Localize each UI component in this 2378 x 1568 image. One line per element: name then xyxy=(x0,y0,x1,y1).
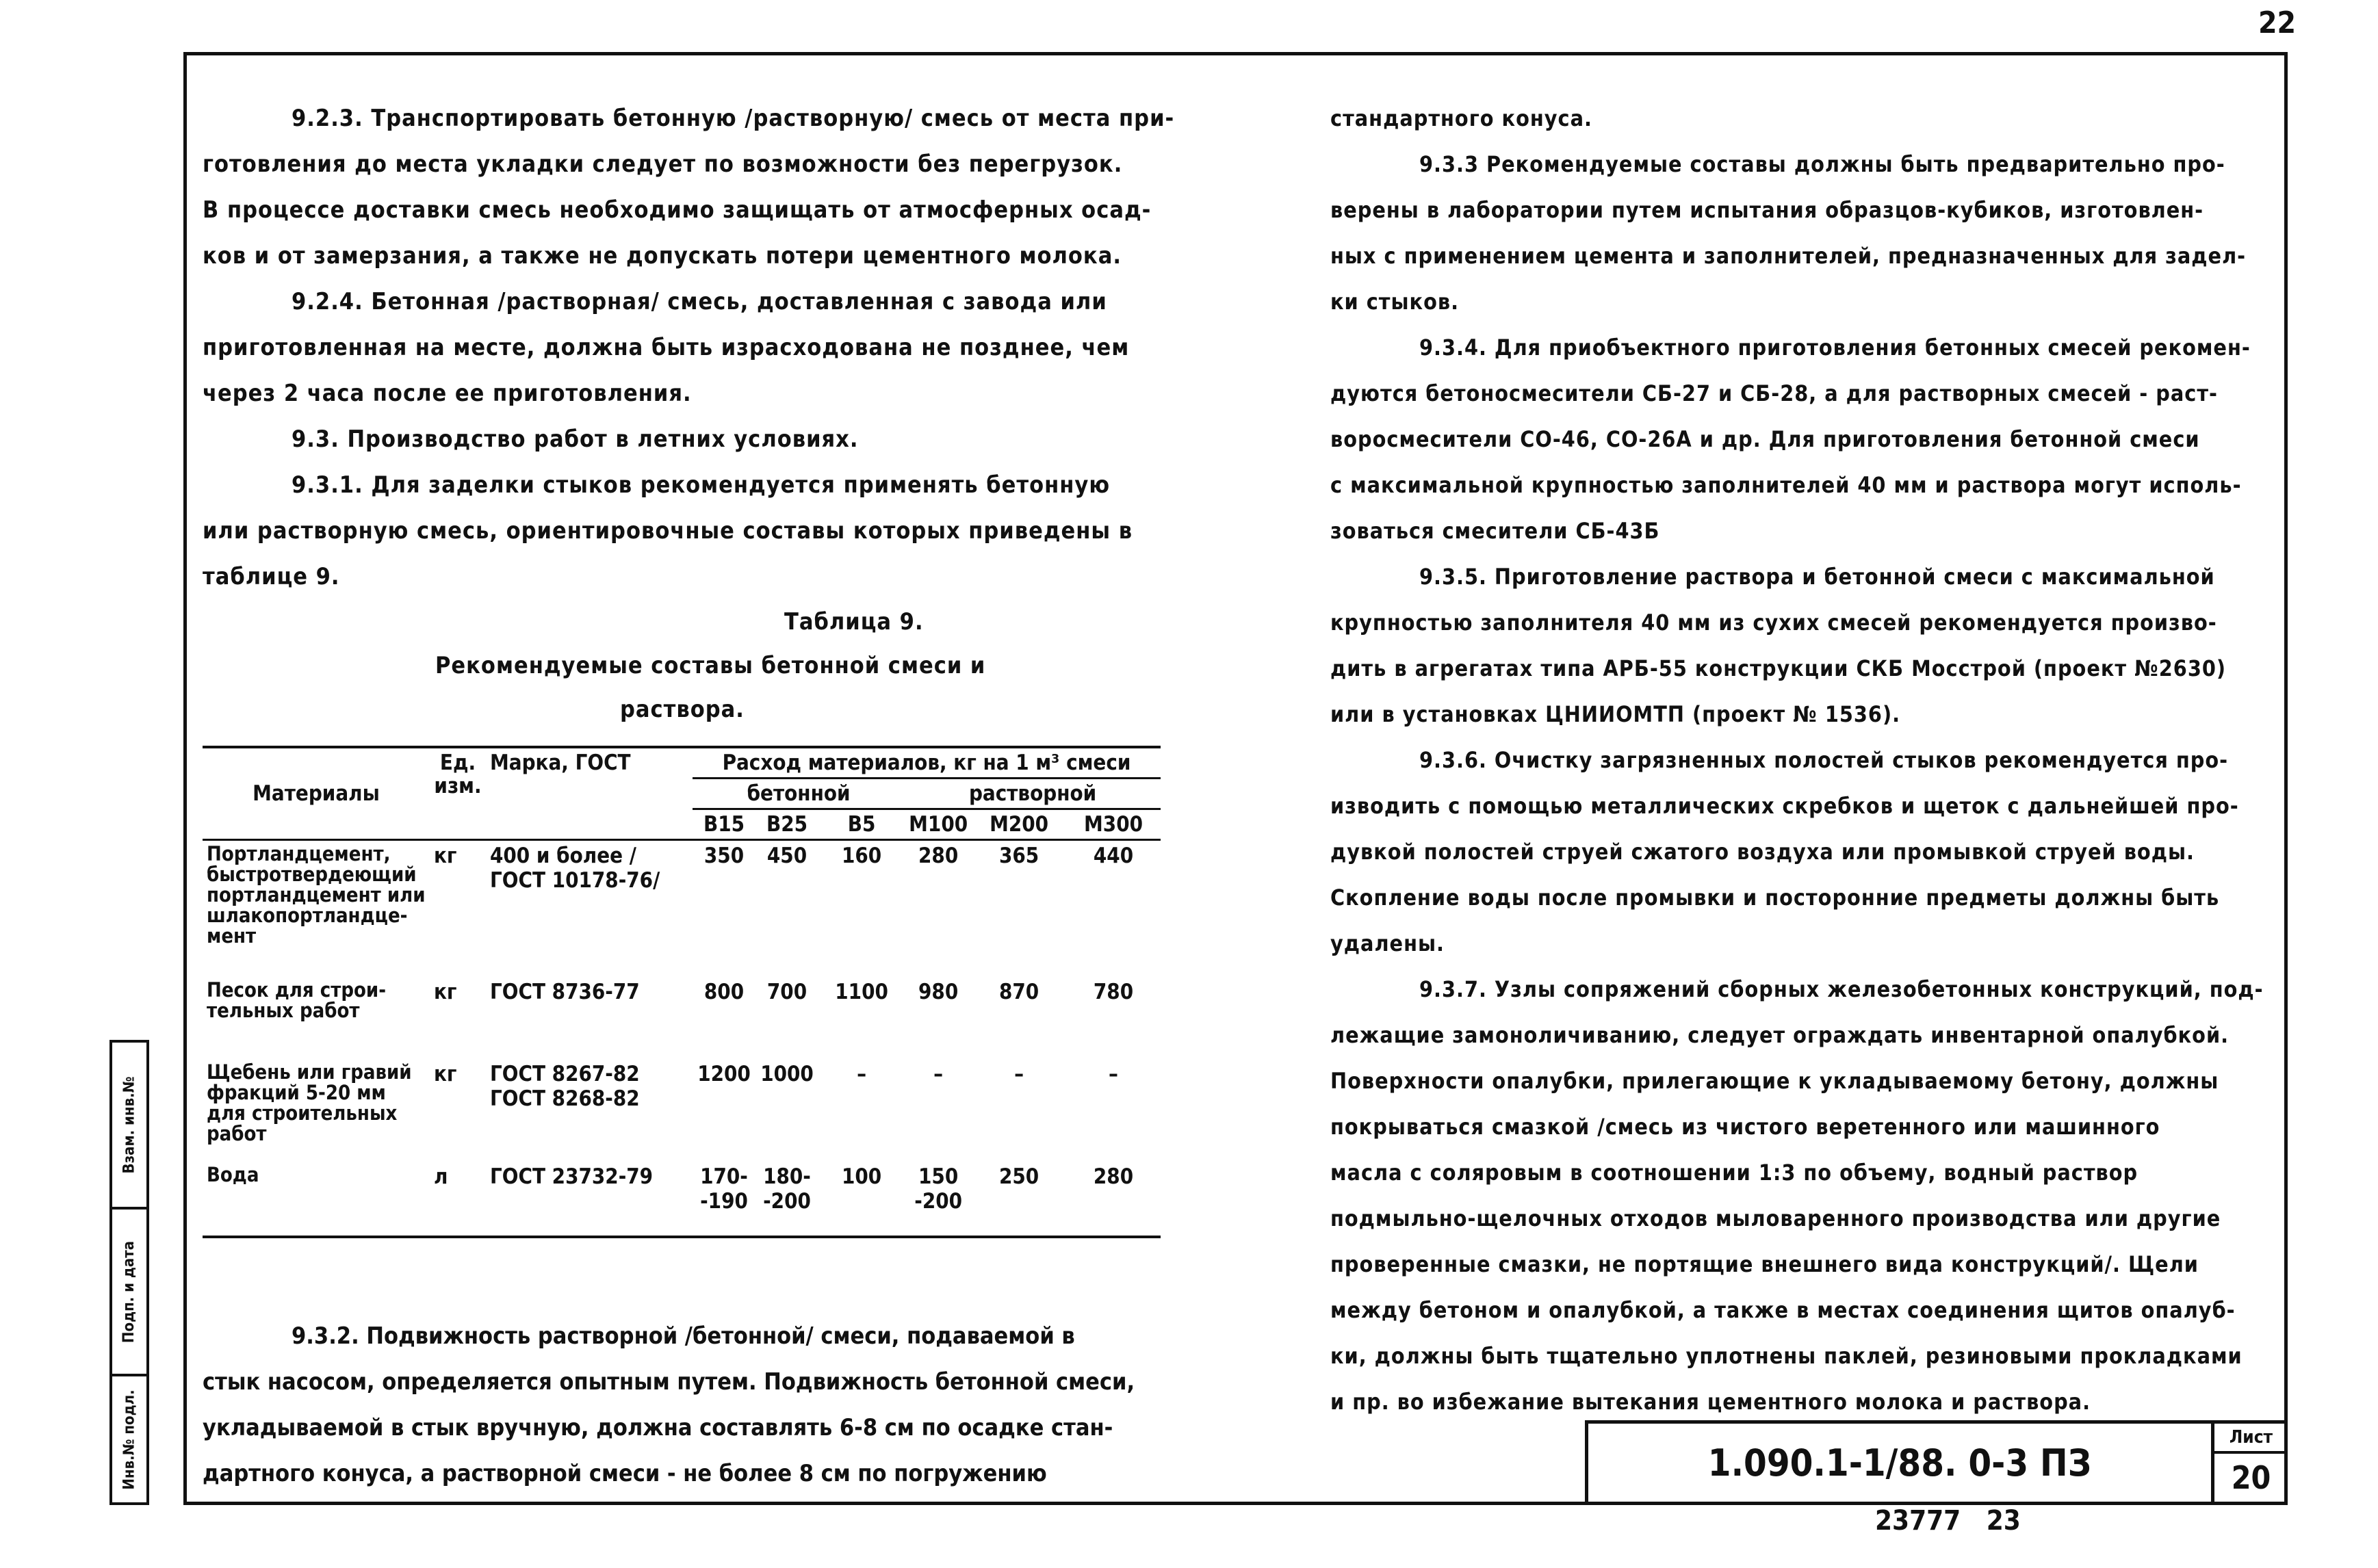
stamp-cell-signature: Подп. и дата xyxy=(112,1210,146,1376)
text-line: и пр. во избежание вытекания цементного молока и раствора. xyxy=(1330,1389,2091,1415)
para-9-2-3: 9.2.3. Транспортировать бетонную /растворную/ смесь от места при- xyxy=(292,105,1175,132)
value-cell: 150 -200 xyxy=(914,1164,963,1214)
stamp-cell-inventory: Инв.№ подл. xyxy=(120,1389,138,1490)
table-title-cont: раствора. xyxy=(620,696,745,723)
para-9-3-2: 9.3.2. Подвижность растворной /бетонной/ смеси, подаваемой в xyxy=(292,1322,1075,1350)
value-cell: 350 xyxy=(703,844,745,868)
section-9-3-heading: 9.3. Производство работ в летних условиях. xyxy=(292,426,859,453)
sheet-label: Лист xyxy=(2214,1424,2288,1454)
text-line: изводить с помощью металлических скребков и щеток с дальнейшей про- xyxy=(1330,793,2239,819)
value-cell: – xyxy=(857,1061,867,1086)
text-line: крупностью заполнителя 40 мм из сухих смесей рекомендуется произво- xyxy=(1330,610,2217,636)
material-cell: Песок для строи- тельных работ xyxy=(207,978,387,1022)
corner-page-mark: 22 xyxy=(2258,5,2297,40)
gost-cell: ГОСТ 8267-82 ГОСТ 8268-82 xyxy=(490,1061,640,1111)
title-block xyxy=(1585,1420,2288,1505)
text-line: воросмесители СО-46, СО-26А и др. Для приготовления бетонной смеси xyxy=(1330,426,2200,452)
para-9-3-5: 9.3.5. Приготовление раствора и бетонной смеси с максимальной xyxy=(1419,564,2215,590)
para-9-3-4: 9.3.4. Для приобъектного приготовления бетонных смесей рекомен- xyxy=(1419,335,2251,361)
col-header-materials: Материалы xyxy=(253,781,380,806)
value-cell: 450 xyxy=(766,844,807,868)
text-line: Поверхности опалубки, прилегающие к укладываемому бетону, должны xyxy=(1330,1068,2219,1094)
value-cell: 280 xyxy=(918,844,959,868)
left-column xyxy=(203,96,1174,731)
value-cell: 700 xyxy=(766,979,807,1004)
text-line: проверенные смазки, не портящие внешнего вида конструкций/. Щели xyxy=(1330,1251,2199,1277)
value-cell: – xyxy=(1109,1061,1118,1086)
gost-cell: ГОСТ 8736-77 xyxy=(490,979,640,1004)
table-row xyxy=(203,977,1161,1059)
col-header-mortar: растворной xyxy=(905,779,1161,809)
table-9 xyxy=(203,746,1161,1238)
table-row xyxy=(203,840,1161,977)
text-line: таблице 9. xyxy=(203,563,340,590)
side-stamp xyxy=(109,1040,149,1505)
document-code: 1.090.1-1/88. 0-3 ПЗ xyxy=(1588,1424,2214,1502)
table-label: Таблица 9. xyxy=(784,608,924,636)
text-line: Скопление воды после промывки и посторонние предметы должны быть xyxy=(1330,885,2220,911)
text-line: ных с применением цемента и заполнителей, предназначенных для задел- xyxy=(1330,243,2247,269)
grade-cell: М100 xyxy=(909,812,968,837)
para-9-3-1: 9.3.1. Для заделки стыков рекомендуется применять бетонную xyxy=(292,471,1111,499)
para-9-2-4: 9.2.4. Бетонная /растворная/ смесь, доставленная с завода или xyxy=(292,288,1107,315)
text-line: готовления до места укладки следует по возможности без перегрузок. xyxy=(203,151,1123,178)
material-cell: Вода xyxy=(207,1162,259,1186)
stamp-cell-replacement: Взам. инв.№ xyxy=(112,1043,146,1210)
value-cell: 1000 xyxy=(760,1061,814,1086)
text-line: дуются бетоносмесители СБ-27 и СБ-28, а для растворных смесей - раст- xyxy=(1330,380,2218,406)
col-header-concrete: бетонной xyxy=(693,779,905,809)
material-cell: Щебень или гравий фракций 5-20 мм для строительных работ xyxy=(207,1060,412,1145)
text-line: между бетоном и опалубкой, а также в местах соединения щитов опалуб- xyxy=(1330,1297,2236,1323)
grade-cell: М200 xyxy=(990,812,1049,837)
right-column xyxy=(1330,96,2268,1425)
text-line: подмыльно-щелочных отходов мыловаренного производства или другие xyxy=(1330,1205,2221,1231)
value-cell: 1200 xyxy=(697,1061,751,1086)
text-line: стандартного конуса. xyxy=(1330,105,1592,131)
value-cell: 870 xyxy=(998,979,1039,1004)
gost-cell: ГОСТ 23732-79 xyxy=(490,1164,654,1189)
value-cell: 170- -190 xyxy=(700,1164,748,1214)
text-line: удалены. xyxy=(1330,930,1445,956)
value-cell: 1100 xyxy=(835,979,888,1004)
value-cell: 800 xyxy=(703,979,745,1004)
value-cell: 100 xyxy=(841,1164,882,1189)
unit-cell: кг xyxy=(434,979,457,1004)
col-header-unit: Ед. изм. xyxy=(434,750,482,798)
table-row xyxy=(203,1162,1161,1237)
text-line: или в установках ЦНИИОМТП (проект № 1536). xyxy=(1330,701,1901,727)
value-cell: – xyxy=(933,1061,944,1086)
value-cell: 280 xyxy=(1093,1164,1134,1189)
material-cell: Портландцемент, быстротвердеющий портландцемент или шлакопортландце- мент xyxy=(207,842,426,948)
value-cell: 440 xyxy=(1093,844,1134,868)
text-line: ки, должны быть тщательно уплотнены паклей, резиновыми прокладками xyxy=(1330,1343,2243,1369)
text-line: укладываемой в стык вручную, должна составлять 6-8 см по осадке стан- xyxy=(203,1414,1113,1441)
value-cell: – xyxy=(1014,1061,1024,1086)
text-line: лежащие замоноличиванию, следует ограждать инвентарной опалубкой. xyxy=(1330,1022,2230,1048)
unit-cell: кг xyxy=(434,1061,457,1086)
unit-cell: кг xyxy=(434,844,457,868)
para-9-3-3: 9.3.3 Рекомендуемые составы должны быть предварительно про- xyxy=(1419,151,2225,177)
value-cell: 365 xyxy=(998,844,1039,868)
value-cell: 180- -200 xyxy=(763,1164,811,1214)
text-line: или растворную смесь, ориентировочные составы которых приведены в xyxy=(203,517,1133,545)
gost-cell: 400 и более /ГОСТ 10178-76/ xyxy=(490,844,660,893)
text-line: масла с соляровым в соотношении 1:3 по объему, водный раствор xyxy=(1330,1160,2138,1186)
text-line: дартного конуса, а растворной смеси - не более 8 см по погружению xyxy=(203,1460,1047,1487)
value-cell: 160 xyxy=(841,844,882,868)
grade-cell: В15 xyxy=(703,812,745,837)
table-title: Рекомендуемые составы бетонной смеси и xyxy=(435,652,986,679)
unit-cell: л xyxy=(434,1164,448,1189)
value-cell: 980 xyxy=(918,979,959,1004)
text-line: покрываться смазкой /смесь из чистого веретенного или машинного xyxy=(1330,1114,2160,1140)
text-line: стык насосом, определяется опытным путем. Подвижность бетонной смеси, xyxy=(203,1368,1135,1396)
text-line: ки стыков. xyxy=(1330,289,1459,315)
sheet-number: 20 xyxy=(2231,1459,2271,1496)
bottom-left-text xyxy=(203,1314,1174,1497)
grade-cell: В5 xyxy=(847,812,876,837)
text-line: зоваться смесители СБ-43Б xyxy=(1330,518,1660,544)
text-line: через 2 часа после ее приготовления. xyxy=(203,380,692,407)
col-header-grade: Марка, ГОСТ xyxy=(490,750,631,775)
text-line: ков и от замерзания, а также не допускать потери цементного молока. xyxy=(203,242,1122,270)
text-line: с максимальной крупностью заполнителей 40 мм и раствора могут исполь- xyxy=(1330,472,2242,498)
para-9-3-7: 9.3.7. Узлы сопряжений сборных железобетонных конструкций, под- xyxy=(1419,976,2264,1002)
grade-cell: М300 xyxy=(1084,812,1143,837)
grade-cell: В25 xyxy=(766,812,808,837)
text-line: В процессе доставки смесь необходимо защищать от атмосферных осад- xyxy=(203,196,1152,224)
table-row xyxy=(203,1059,1161,1162)
value-cell: 780 xyxy=(1093,979,1134,1004)
value-cell: 250 xyxy=(998,1164,1039,1189)
para-9-3-6: 9.3.6. Очистку загрязненных полостей стыков рекомендуется про- xyxy=(1419,747,2229,773)
text-line: дувкой полостей струей сжатого воздуха или промывкой струей воды. xyxy=(1330,839,2195,865)
col-header-consumption: Расход материалов, кг на 1 м³ смеси xyxy=(693,747,1161,779)
text-line: дить в агрегатах типа АРБ-55 конструкции СКБ Мосстрой (проект №2630) xyxy=(1330,655,2227,681)
text-line: верены в лаборатории путем испытания образцов-кубиков, изготовлен- xyxy=(1330,197,2204,223)
text-line: приготовленная на месте, должна быть израсходована не позднее, чем xyxy=(203,334,1130,361)
archive-number: 23777 23 xyxy=(1875,1505,2021,1537)
